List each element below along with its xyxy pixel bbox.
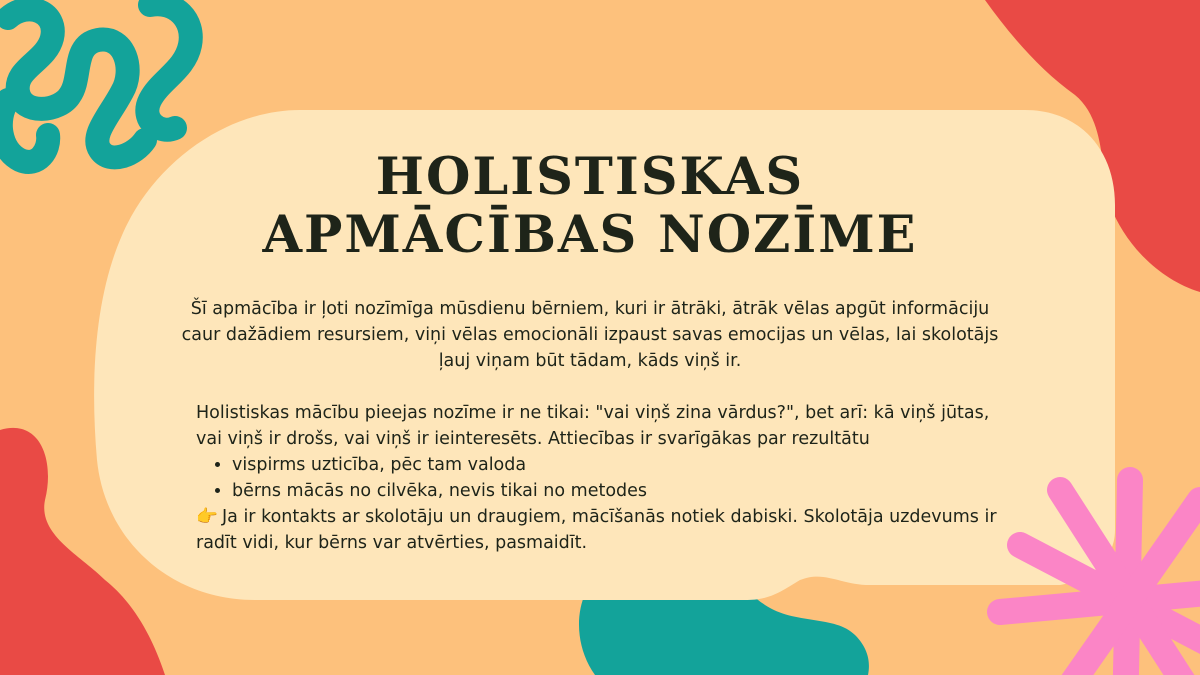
body-paragraph: Holistiskas mācību pieejas nozīme ir ne tikai: "vai viņš zina vārdus?", bet arī: kā viņš jūtas, vai viņš ir drošs, vai viņš ir ieinteresēts. Attiecības ir svarīgākas par rezultātu [196,403,990,449]
pointing-hand-icon: 👉 [196,507,218,527]
list-item: • vispirms uzticība, pēc tam valoda [232,452,1016,478]
slide-title [190,148,990,264]
title-line-2: APMĀCĪBAS NOZĪME [262,205,918,265]
intro-paragraph: Šī apmācība ir ļoti nozīmīga mūsdienu bērniem, kuri ir ātrāki, ātrāk vēlas apgūt informāciju caur dažādiem resursiem, viņi vēlas emocionāli izpaust savas emocijas un vēlas, lai skolotājs ļauj viņam būt tādam, kāds viņš ir. [181,299,999,371]
body-section [196,400,1016,556]
bullet-list [196,452,1016,504]
closing-paragraph [196,504,1016,556]
title-line-1: HOLISTISKAS [375,147,805,207]
list-item: • bērns mācās no cilvēka, nevis tikai no metodes [232,478,1016,504]
closing-text: Ja ir kontakts ar skolotāju un draugiem, mācīšanās notiek dabiski. Skolotāja uzdevums ir radīt vidi, kur bērns var atvērties, pasmaidīt. [196,507,997,553]
